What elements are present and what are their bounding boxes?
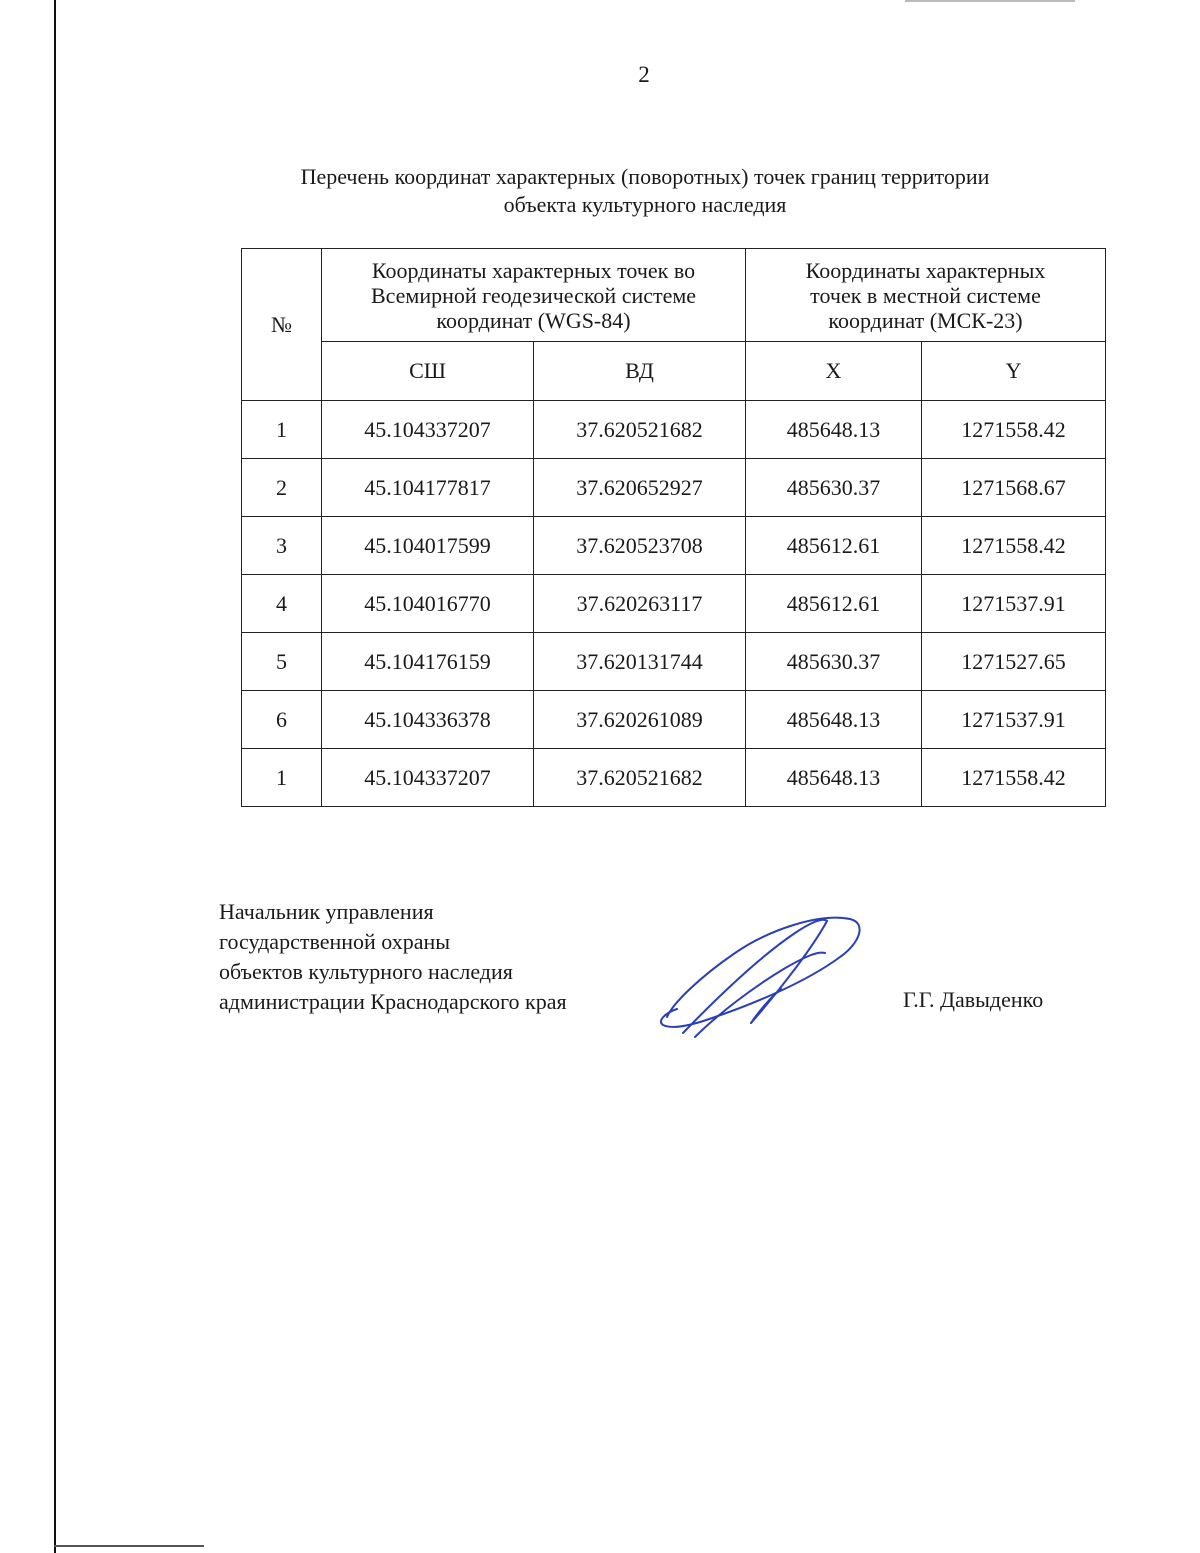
header-msk23-group (746, 249, 1106, 342)
table-row (242, 575, 1106, 633)
header-wgs84-line-3: координат (WGS-84) (436, 307, 631, 333)
table-header (242, 249, 1106, 401)
cell-latitude: 45.104176159 (322, 633, 534, 691)
cell-longitude: 37.620261089 (534, 691, 746, 749)
cell-latitude: 45.104337207 (322, 401, 534, 459)
cell-number: 3 (242, 517, 322, 575)
cell-number: 1 (242, 401, 322, 459)
cell-longitude: 37.620263117 (534, 575, 746, 633)
scan-mark-top (905, 0, 1075, 2)
table-row (242, 691, 1106, 749)
cell-y: 1271568.67 (922, 459, 1106, 517)
cell-longitude: 37.620521682 (534, 749, 746, 807)
scan-edge-bottom (54, 1545, 204, 1547)
table-row (242, 459, 1106, 517)
table-row (242, 517, 1106, 575)
signatory-position (219, 897, 567, 1017)
cell-x: 485630.37 (746, 633, 922, 691)
cell-y: 1271527.65 (922, 633, 1106, 691)
cell-longitude: 37.620131744 (534, 633, 746, 691)
cell-number: 1 (242, 749, 322, 807)
cell-y: 1271537.91 (922, 575, 1106, 633)
signatory-line-2: государственной охраны (219, 929, 451, 954)
cell-y: 1271558.42 (922, 401, 1106, 459)
cell-y: 1271558.42 (922, 749, 1106, 807)
header-number: № (242, 249, 322, 401)
cell-latitude: 45.104016770 (322, 575, 534, 633)
document-title-line-1: Перечень координат характерных (поворотных) точек границ территории (300, 164, 990, 189)
cell-x: 485612.61 (746, 575, 922, 633)
cell-latitude: 45.104337207 (322, 749, 534, 807)
cell-number: 2 (242, 459, 322, 517)
page-number: 2 (638, 62, 650, 87)
cell-latitude: 45.104017599 (322, 517, 534, 575)
cell-x: 485612.61 (746, 517, 922, 575)
header-msk23-line-1: Координаты характерных (805, 257, 1046, 283)
cell-number: 4 (242, 575, 322, 633)
cell-x: 485648.13 (746, 749, 922, 807)
cell-y: 1271537.91 (922, 691, 1106, 749)
header-msk23-line-3: координат (МСК-23) (828, 307, 1023, 333)
cell-number: 5 (242, 633, 322, 691)
cell-x: 485630.37 (746, 459, 922, 517)
cell-longitude: 37.620652927 (534, 459, 746, 517)
document-title (200, 163, 1090, 219)
cell-x: 485648.13 (746, 691, 922, 749)
table-row (242, 633, 1106, 691)
handwritten-signature (655, 905, 870, 1045)
table-body (242, 401, 1106, 807)
cell-latitude: 45.104336378 (322, 691, 534, 749)
header-wgs84-line-2: Всемирной геодезической системе (370, 282, 697, 308)
signatory-line-4: администрации Краснодарского края (219, 989, 567, 1014)
header-y: Y (922, 342, 1106, 401)
signatory-line-3: объектов культурного наследия (219, 959, 513, 984)
cell-longitude: 37.620523708 (534, 517, 746, 575)
signatory-name: Г.Г. Давыденко (903, 987, 1044, 1012)
coordinates-table (241, 248, 1106, 807)
header-longitude: ВД (534, 342, 746, 401)
cell-latitude: 45.104177817 (322, 459, 534, 517)
cell-x: 485648.13 (746, 401, 922, 459)
signatory-line-1: Начальник управления (219, 899, 434, 924)
document-title-line-2: объекта культурного наследия (503, 192, 787, 217)
header-x: X (746, 342, 922, 401)
table-row (242, 401, 1106, 459)
scan-edge-left (54, 0, 56, 1553)
cell-y: 1271558.42 (922, 517, 1106, 575)
header-msk23-line-2: точек в местной системе (810, 282, 1041, 308)
header-latitude: СШ (322, 342, 534, 401)
cell-longitude: 37.620521682 (534, 401, 746, 459)
header-wgs84-line-1: Координаты характерных точек во (371, 257, 696, 283)
header-wgs84-group (322, 249, 746, 342)
table-row (242, 749, 1106, 807)
cell-number: 6 (242, 691, 322, 749)
